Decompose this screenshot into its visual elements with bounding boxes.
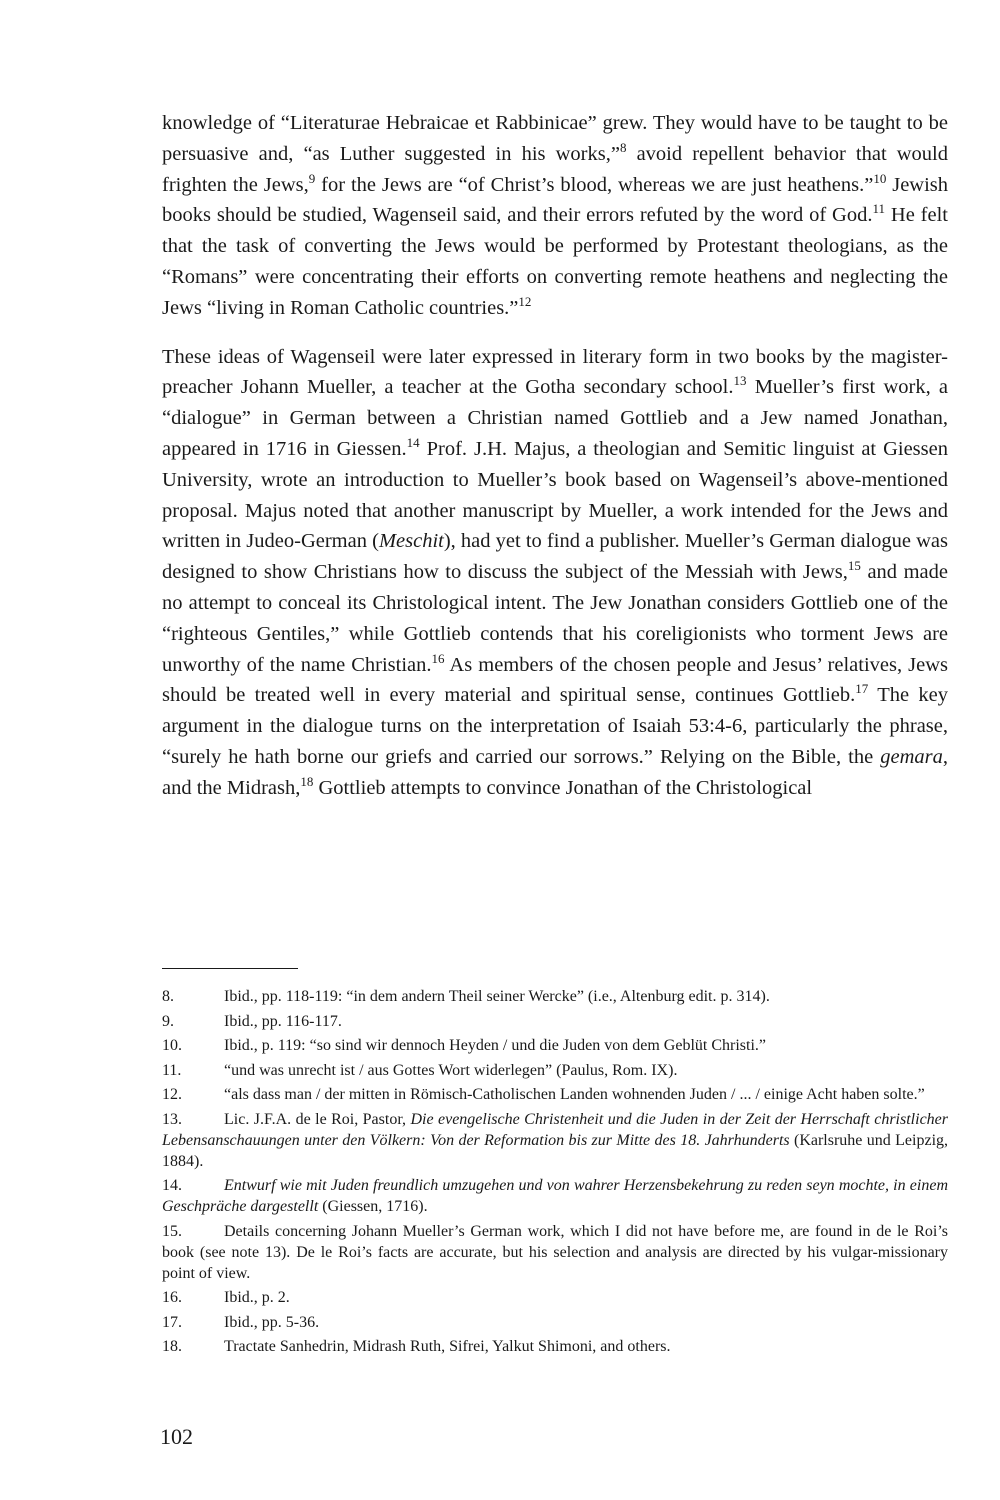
- footnotes: [162, 986, 948, 1361]
- footnote-13: 13. Lic. J.F.A. de le Roi, Pastor, Die evengelische Christenheit und die Juden in der Zeit der Herrschaft christlicher Lebensanschauungen unter den Völkern: Von der Reformation bis zur Mitte des 18. Jahrhunderts (Karlsruhe und Leipzig, 1884).: [162, 1110, 949, 1170]
- footnote-ref-11[interactable]: 11: [872, 201, 886, 217]
- footnote-ref-8[interactable]: 8: [619, 139, 627, 155]
- paragraph-2: These ideas of Wagenseil were later expressed in literary form in two books by the magister-preacher Johann Mueller, a teacher at the Gotha secondary school.$^{13}$ Mueller’s first work, a “dialogue” in German between a Christian named Gottlieb and a Jew named Jonathan, appeared in 1716 in Giessen.$^{14}$ Prof. J.H. Majus, a theologian and Semitic linguist at Giessen University, wrote an introduction to Mueller’s book based on Wagenseil’s above-mentioned proposal. Majus noted that another manuscript by Mueller, a work intended for the Jews and written in Judeo-German (Meschit), had yet to find a publisher. Mueller’s German dialogue was designed to show Christians how to discuss the subject of the Messiah with Jews,$^{15}$ and made no attempt to conceal its Christological intent. The Jew Jonathan considers Gottlieb one of the “righteous Gentiles,” while Gottlieb contends that his coreligionists who torment Jews are unworthy of the name Christian.$^{16}$ As members of the chosen people and Jesus’ relatives, Jews should be treated well in every material and spiritual sense, continues Gottlieb.$^{17}$ The key argument in the dialogue turns on the interpretation of Isaiah 53:4-6, particularly the phrase, “surely he hath borne our griefs and carried our sorrows.” Relying on the Bible, the gemara, and the Midrash,$^{18}$ Gottlieb attempts to convince Jonathan of the Christological: [162, 345, 948, 799]
- footnote-ref-14[interactable]: 14: [406, 434, 420, 450]
- italic-gemara: gemara: [880, 745, 943, 768]
- footnote-8: 8. Ibid., pp. 118-119: “in dem andern Theil seiner Wercke” (i.e., Altenburg edit. p. 314).: [162, 988, 770, 1005]
- italic-meschit: Meschit: [378, 530, 444, 553]
- footnote-9: 9. Ibid., pp. 116-117.: [162, 1012, 342, 1030]
- main-text: [162, 108, 948, 804]
- footnote-16: 16. Ibid., p. 2.: [162, 1289, 290, 1306]
- footnote-18: 18. Tractate Sanhedrin, Midrash Ruth, Sifrei, Yalkut Shimoni, and others.: [162, 1338, 671, 1355]
- footnote-12: 12. “als dass man / der mitten in Römisch-Catholischen Landen wohnenden Juden / ... / einige Acht haben solte.”: [162, 1086, 925, 1103]
- footnote-11: 11. “und was unrecht ist / aus Gottes Wort widerlegen” (Paulus, Rom. IX).: [162, 1061, 678, 1079]
- paragraph-1: knowledge of “Literaturae Hebraicae et Rabbinicae” grew. They would have to be taught to be persuasive and, “as Luther suggested in his works,”$^8$ avoid repellent behavior that would frighten the Jews,$^9$ for the Jews are “of Christ’s blood, whereas we are just heathens.”$^{10}$ Jewish books should be studied, Wagenseil said, and their errors refuted by the word of God.$^{11}$ He felt that the task of converting the Jews would be performed by Protestant theologians, as the “Romans” were concentrating their efforts on converting remote heathens and neglecting the Jews “living in Roman Catholic countries.”$^{12}$: [162, 112, 949, 319]
- footnote-ref-10[interactable]: 10: [873, 170, 887, 186]
- footnote-ref-17[interactable]: 17: [855, 681, 869, 697]
- footnote-ref-18[interactable]: 18: [300, 773, 314, 789]
- footnote-ref-16[interactable]: 16: [431, 650, 445, 666]
- footnote-17: 17. Ibid., pp. 5-36.: [162, 1313, 320, 1331]
- footnote-separator: [162, 968, 298, 969]
- page-number: 102: [160, 1424, 193, 1449]
- footnote-15: 15. Details concerning Johann Mueller’s German work, which I did not have before me, are found in de le Roi’s book (see note 13). De le Roi’s facts are accurate, but his selection and analysis are directed by his vulgar-missionary point of view.: [162, 1222, 948, 1282]
- footnote-ref-9[interactable]: 9: [308, 170, 316, 186]
- footnote-10: 10. Ibid., p. 119: “so sind wir dennoch Heyden / und die Juden von dem Geblüt Christi.”: [162, 1037, 766, 1054]
- footnote-ref-15[interactable]: 15: [847, 558, 861, 574]
- footnote-ref-13[interactable]: 13: [733, 373, 747, 389]
- footnote-14: 14. Entwurf wie mit Juden freundlich umzugehen und von wahrer Herzensbekehrung zu reden seyn mochte, in einem Geschpräche dargestellt (Giessen, 1716).: [162, 1177, 948, 1215]
- footnote-ref-12[interactable]: 12: [518, 293, 532, 309]
